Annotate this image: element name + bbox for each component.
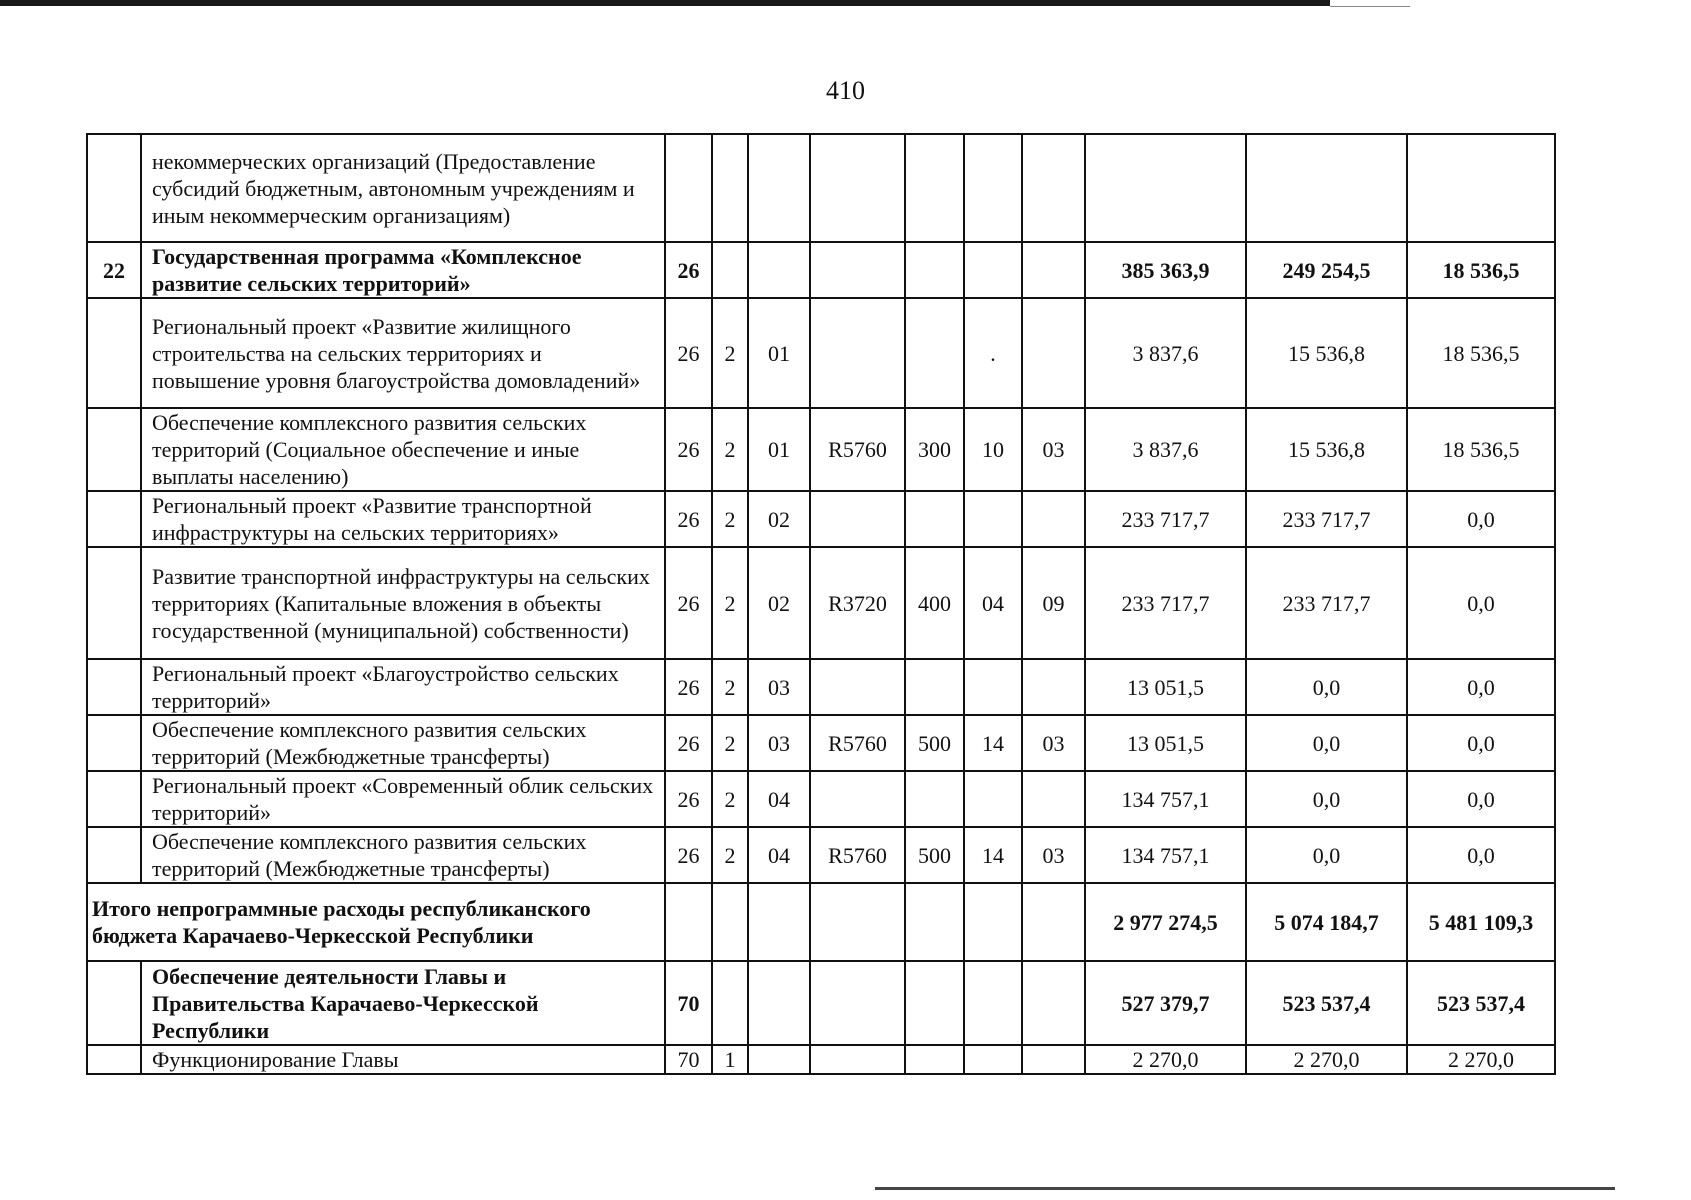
cell-c2: 2 bbox=[712, 298, 748, 408]
cell-num bbox=[87, 1045, 141, 1074]
cell-c2: 1 bbox=[712, 1045, 748, 1074]
cell-c1: 26 bbox=[665, 827, 712, 883]
cell-v3: 523 537,4 bbox=[1407, 961, 1555, 1045]
cell-v2: 2 270,0 bbox=[1246, 1045, 1407, 1074]
table-row bbox=[87, 408, 1555, 491]
cell-v2: 15 536,8 bbox=[1246, 298, 1407, 408]
cell-c7 bbox=[1022, 771, 1085, 827]
cell-empty bbox=[748, 883, 810, 961]
cell-v1: 13 051,5 bbox=[1085, 715, 1246, 771]
cell-c5: 500 bbox=[905, 827, 964, 883]
cell-c1: 26 bbox=[665, 715, 712, 771]
scan-top-edge bbox=[0, 0, 1330, 6]
cell-c1: 26 bbox=[665, 242, 712, 298]
table-row bbox=[87, 1045, 1555, 1074]
table-body bbox=[87, 134, 1555, 1074]
cell-c1: 26 bbox=[665, 659, 712, 715]
cell-c3: 02 bbox=[748, 547, 810, 659]
cell-name: Региональный проект «Современный облик сельских территорий» bbox=[141, 771, 665, 827]
cell-c3: 01 bbox=[748, 408, 810, 491]
cell-v3: 18 536,5 bbox=[1407, 298, 1555, 408]
total-v1: 2 977 274,5 bbox=[1085, 883, 1246, 961]
cell-name: Функционирование Главы bbox=[141, 1045, 665, 1074]
cell-c6 bbox=[964, 659, 1022, 715]
cell-v3: 0,0 bbox=[1407, 547, 1555, 659]
cell-c1: 26 bbox=[665, 408, 712, 491]
cell-num bbox=[87, 827, 141, 883]
cell-v1: 134 757,1 bbox=[1085, 771, 1246, 827]
cell-c5 bbox=[905, 961, 964, 1045]
cell-c5 bbox=[905, 242, 964, 298]
cell-name: Региональный проект «Развитие жилищного строительства на сельских территориях и повышение уровня благоустройства домовладений» bbox=[141, 298, 665, 408]
cell-empty bbox=[810, 883, 905, 961]
cell-c4 bbox=[810, 134, 905, 242]
cell-v1: 134 757,1 bbox=[1085, 827, 1246, 883]
cell-c4 bbox=[810, 659, 905, 715]
cell-c6 bbox=[964, 242, 1022, 298]
cell-c7: 09 bbox=[1022, 547, 1085, 659]
cell-num bbox=[87, 547, 141, 659]
cell-c4: R5760 bbox=[810, 408, 905, 491]
table-row bbox=[87, 491, 1555, 547]
cell-c1: 70 bbox=[665, 1045, 712, 1074]
page-number: 410 bbox=[826, 76, 865, 105]
table-row bbox=[87, 547, 1555, 659]
cell-num bbox=[87, 298, 141, 408]
cell-c2: 2 bbox=[712, 771, 748, 827]
cell-v2: 249 254,5 bbox=[1246, 242, 1407, 298]
cell-c2: 2 bbox=[712, 827, 748, 883]
cell-v3: 18 536,5 bbox=[1407, 408, 1555, 491]
cell-c7 bbox=[1022, 659, 1085, 715]
cell-c4 bbox=[810, 961, 905, 1045]
table-row bbox=[87, 827, 1555, 883]
cell-c4 bbox=[810, 771, 905, 827]
cell-c2 bbox=[712, 961, 748, 1045]
cell-v3: 0,0 bbox=[1407, 659, 1555, 715]
cell-c4 bbox=[810, 1045, 905, 1074]
cell-name: Обеспечение комплексного развития сельских территорий (Межбюджетные трансферты) bbox=[141, 827, 665, 883]
table-row bbox=[87, 659, 1555, 715]
cell-c3 bbox=[748, 1045, 810, 1074]
cell-c5 bbox=[905, 771, 964, 827]
cell-name: Обеспечение деятельности Главы и Правительства Карачаево-Черкесской Республики bbox=[141, 961, 665, 1045]
cell-c2: 2 bbox=[712, 408, 748, 491]
cell-num bbox=[87, 408, 141, 491]
cell-c1: 26 bbox=[665, 491, 712, 547]
cell-c3 bbox=[748, 242, 810, 298]
cell-c3: 03 bbox=[748, 659, 810, 715]
table-row bbox=[87, 134, 1555, 242]
cell-c3 bbox=[748, 134, 810, 242]
cell-v3: 0,0 bbox=[1407, 827, 1555, 883]
cell-c6 bbox=[964, 1045, 1022, 1074]
cell-c1: 26 bbox=[665, 771, 712, 827]
cell-c2: 2 bbox=[712, 659, 748, 715]
cell-c7 bbox=[1022, 134, 1085, 242]
cell-c2: 2 bbox=[712, 715, 748, 771]
cell-c5 bbox=[905, 134, 964, 242]
cell-c7 bbox=[1022, 242, 1085, 298]
cell-c3: 04 bbox=[748, 827, 810, 883]
cell-c3: 02 bbox=[748, 491, 810, 547]
cell-v2: 0,0 bbox=[1246, 827, 1407, 883]
cell-c1: 26 bbox=[665, 298, 712, 408]
cell-v2: 15 536,8 bbox=[1246, 408, 1407, 491]
cell-empty bbox=[905, 883, 964, 961]
cell-empty bbox=[964, 883, 1022, 961]
cell-c5: 500 bbox=[905, 715, 964, 771]
cell-c6 bbox=[964, 771, 1022, 827]
cell-v2: 523 537,4 bbox=[1246, 961, 1407, 1045]
cell-c4 bbox=[810, 491, 905, 547]
cell-c4: R5760 bbox=[810, 715, 905, 771]
cell-name: Региональный проект «Развитие транспортной инфраструктуры на сельских территориях» bbox=[141, 491, 665, 547]
scan-top-edge-thin bbox=[1330, 6, 1410, 7]
cell-c3 bbox=[748, 961, 810, 1045]
cell-c3: 01 bbox=[748, 298, 810, 408]
cell-empty bbox=[712, 883, 748, 961]
cell-c6: . bbox=[964, 298, 1022, 408]
cell-v2: 0,0 bbox=[1246, 715, 1407, 771]
cell-c1 bbox=[665, 134, 712, 242]
cell-c7: 03 bbox=[1022, 715, 1085, 771]
cell-v1: 13 051,5 bbox=[1085, 659, 1246, 715]
cell-c5 bbox=[905, 1045, 964, 1074]
cell-v2 bbox=[1246, 134, 1407, 242]
cell-name: Обеспечение комплексного развития сельских территорий (Социальное обеспечение и иные выплаты населению) bbox=[141, 408, 665, 491]
cell-v1: 3 837,6 bbox=[1085, 408, 1246, 491]
cell-c6: 10 bbox=[964, 408, 1022, 491]
cell-c2: 2 bbox=[712, 547, 748, 659]
cell-name: Обеспечение комплексного развития сельских территорий (Межбюджетные трансферты) bbox=[141, 715, 665, 771]
cell-v1: 527 379,7 bbox=[1085, 961, 1246, 1045]
cell-c2: 2 bbox=[712, 491, 748, 547]
cell-num bbox=[87, 134, 141, 242]
cell-v1: 3 837,6 bbox=[1085, 298, 1246, 408]
cell-c5 bbox=[905, 491, 964, 547]
cell-v2: 233 717,7 bbox=[1246, 547, 1407, 659]
cell-c6 bbox=[964, 491, 1022, 547]
total-row bbox=[87, 883, 1555, 961]
total-v3: 5 481 109,3 bbox=[1407, 883, 1555, 961]
cell-v3: 18 536,5 bbox=[1407, 242, 1555, 298]
cell-num bbox=[87, 659, 141, 715]
cell-num bbox=[87, 771, 141, 827]
cell-v2: 0,0 bbox=[1246, 771, 1407, 827]
cell-v3 bbox=[1407, 134, 1555, 242]
budget-table bbox=[86, 133, 1556, 1075]
cell-c6: 04 bbox=[964, 547, 1022, 659]
cell-c1: 26 bbox=[665, 547, 712, 659]
cell-c6: 14 bbox=[964, 715, 1022, 771]
cell-empty bbox=[665, 883, 712, 961]
cell-c2 bbox=[712, 134, 748, 242]
cell-c5: 400 bbox=[905, 547, 964, 659]
cell-v3: 0,0 bbox=[1407, 715, 1555, 771]
table-row bbox=[87, 961, 1555, 1045]
cell-v3: 0,0 bbox=[1407, 771, 1555, 827]
cell-name: Государственная программа «Комплексное развитие сельских территорий» bbox=[141, 242, 665, 298]
cell-c5 bbox=[905, 298, 964, 408]
cell-num bbox=[87, 491, 141, 547]
total-v2: 5 074 184,7 bbox=[1246, 883, 1407, 961]
cell-v2: 233 717,7 bbox=[1246, 491, 1407, 547]
cell-v1: 233 717,7 bbox=[1085, 491, 1246, 547]
table-row bbox=[87, 298, 1555, 408]
cell-v1 bbox=[1085, 134, 1246, 242]
cell-c6: 14 bbox=[964, 827, 1022, 883]
cell-c7: 03 bbox=[1022, 408, 1085, 491]
total-label: Итого непрограммные расходы республиканского бюджета Карачаево-Черкесской Республики bbox=[87, 883, 665, 961]
table-row bbox=[87, 715, 1555, 771]
cell-c6 bbox=[964, 961, 1022, 1045]
cell-c7: 03 bbox=[1022, 827, 1085, 883]
cell-c4: R3720 bbox=[810, 547, 905, 659]
cell-empty bbox=[1022, 883, 1085, 961]
cell-c3: 04 bbox=[748, 771, 810, 827]
cell-v1: 2 270,0 bbox=[1085, 1045, 1246, 1074]
cell-num bbox=[87, 961, 141, 1045]
cell-name: некоммерческих организаций (Предоставление субсидий бюджетным, автономным учреждениям и иным некоммерческим организациям) bbox=[141, 134, 665, 242]
cell-c7 bbox=[1022, 961, 1085, 1045]
cell-v2: 0,0 bbox=[1246, 659, 1407, 715]
scan-bottom-edge bbox=[875, 1187, 1615, 1190]
table-row bbox=[87, 771, 1555, 827]
cell-c7 bbox=[1022, 298, 1085, 408]
cell-c6 bbox=[964, 134, 1022, 242]
cell-v1: 233 717,7 bbox=[1085, 547, 1246, 659]
cell-c7 bbox=[1022, 1045, 1085, 1074]
cell-v1: 385 363,9 bbox=[1085, 242, 1246, 298]
cell-name: Региональный проект «Благоустройство сельских территорий» bbox=[141, 659, 665, 715]
table-row bbox=[87, 242, 1555, 298]
cell-num: 22 bbox=[87, 242, 141, 298]
cell-c2 bbox=[712, 242, 748, 298]
cell-v3: 0,0 bbox=[1407, 491, 1555, 547]
cell-name: Развитие транспортной инфраструктуры на сельских территориях (Капитальные вложения в объекты государственной (муниципальной) собственности) bbox=[141, 547, 665, 659]
cell-c4 bbox=[810, 242, 905, 298]
cell-c5: 300 bbox=[905, 408, 964, 491]
cell-c1: 70 bbox=[665, 961, 712, 1045]
cell-c5 bbox=[905, 659, 964, 715]
cell-c4 bbox=[810, 298, 905, 408]
cell-c7 bbox=[1022, 491, 1085, 547]
cell-c3: 03 bbox=[748, 715, 810, 771]
cell-num bbox=[87, 715, 141, 771]
cell-v3: 2 270,0 bbox=[1407, 1045, 1555, 1074]
cell-c4: R5760 bbox=[810, 827, 905, 883]
